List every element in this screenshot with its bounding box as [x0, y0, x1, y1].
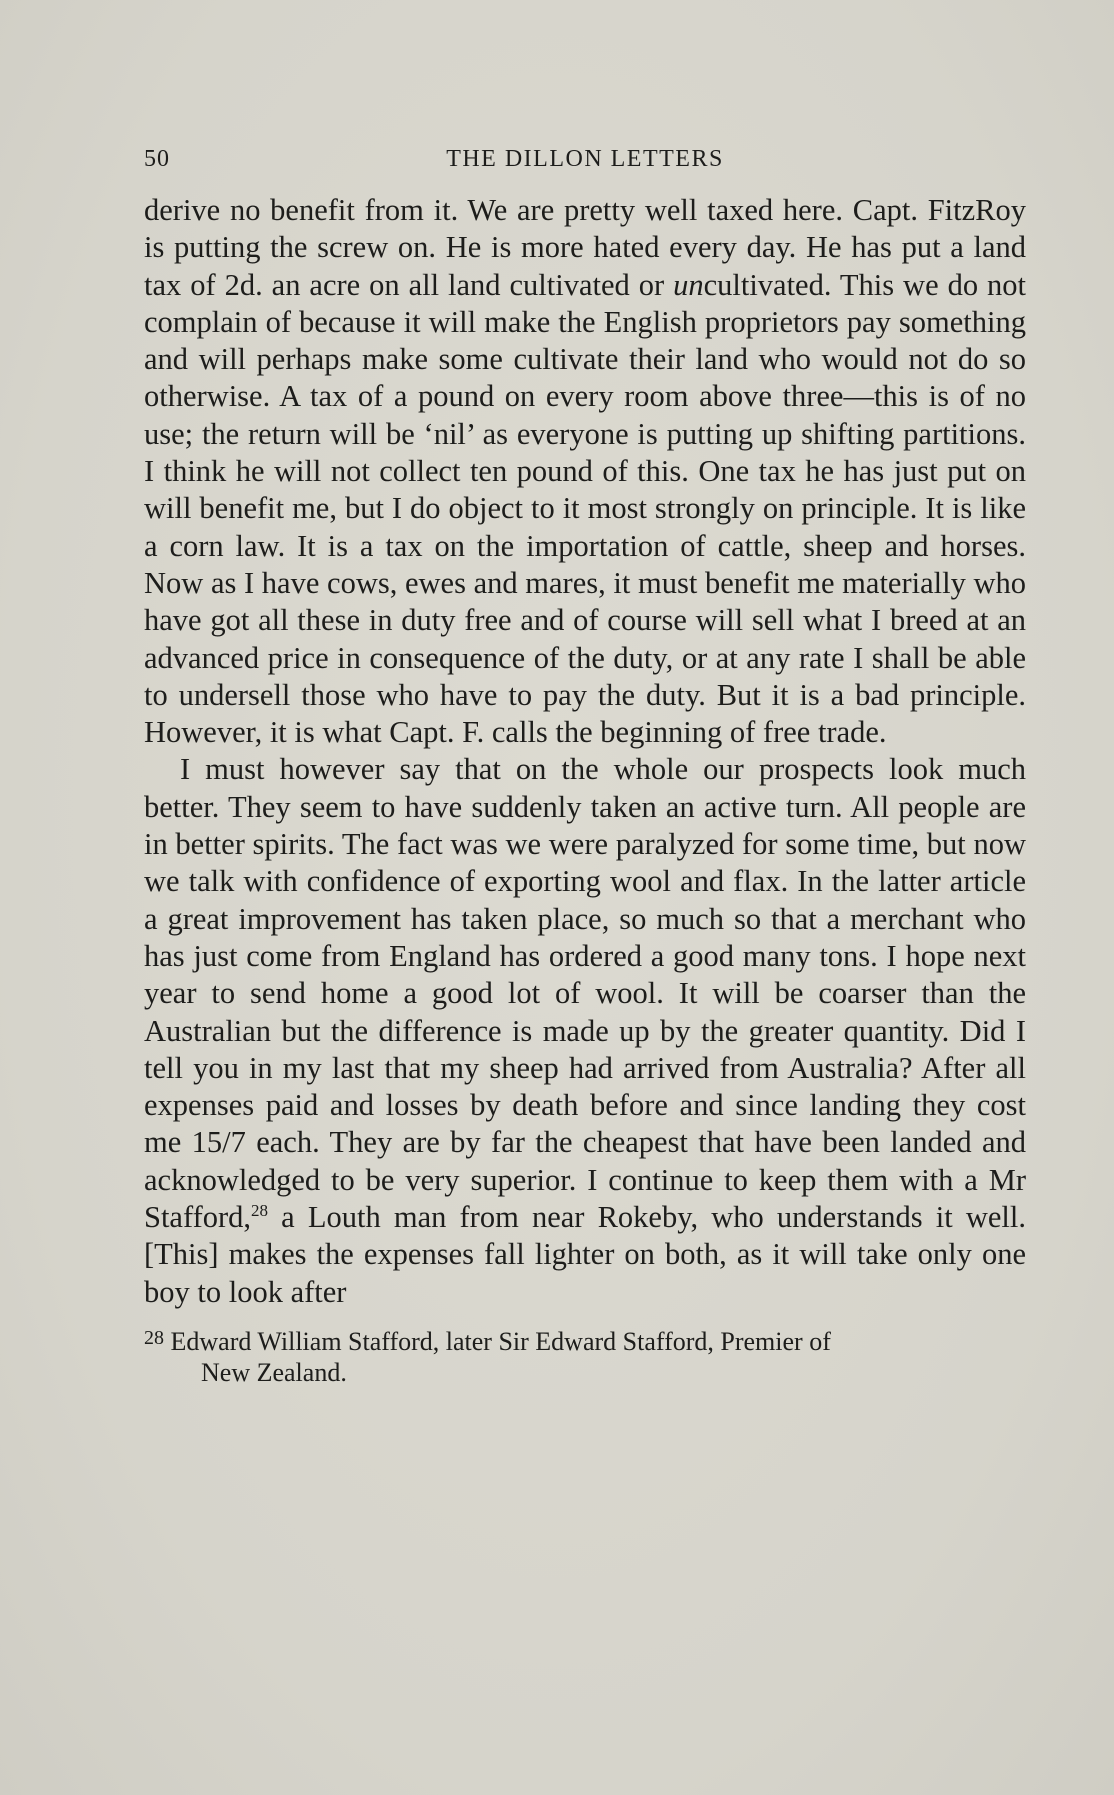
- paragraph-2-text-end: a Louth man from near Rokeby, who understands it well. [This] makes the expenses fall lighter on both, as it will take only one boy to look after: [144, 1200, 1026, 1309]
- italic-emphasis: un: [673, 267, 704, 302]
- footnote-reference[interactable]: 28: [251, 1200, 269, 1220]
- footnote-number: 28: [144, 1326, 164, 1349]
- running-title: THE DILLON LETTERS: [446, 146, 724, 172]
- paragraph-1-text: derive no benefit from it. We are pretty well taxed here. Capt. FitzRoy is putting the screw on. He is more hated every day. He has put a land tax of 2d. an acre on all land cultivated or: [144, 193, 1026, 302]
- paragraph-2: [144, 751, 1026, 1310]
- paragraph-1-text-end: cultivated. This we do not complain of because it will make the English proprietors pay something and will perhaps make some cultivate their land who would not do so otherwise. A tax of a pound on every room above three—this is of no use; the return will be ‘nil’ as everyone is putting up shifting partitions. I think he will not collect ten pound of this. One tax he has just put on will benefit me, but I do object to it most strongly on principle. It is like a corn law. It is a tax on the importation of cattle, sheep and horses. Now as I have cows, ewes and mares, it must benefit me materially who have got all these in duty free and of course will sell what I breed at an advanced price in consequence of the duty, or at any rate I shall be able to undersell those who have to pay the duty. But it is a bad principle. However, it is what Capt. F. calls the beginning of free trade.: [144, 267, 1026, 750]
- paragraph-1: [144, 192, 1026, 751]
- page: [144, 146, 1026, 1388]
- page-number: 50: [144, 146, 170, 172]
- paragraph-2-text: I must however say that on the whole our prospects look much better. They seem to have suddenly taken an active turn. All people are in better spirits. The fact was we were paralyzed for some time, but now we talk with confidence of exporting wool and flax. In the latter article a great improvement has taken place, so much so that a merchant who has just come from England has ordered a good many tons. I hope next year to send home a good lot of wool. It will be coarser than the Australian but the difference is made up by the greater quantity. Did I tell you in my last that my sheep had arrived from Australia? After all expenses paid and losses by death before and since landing they cost me 15/7 each. They are by far the cheapest that have been landed and acknowledged to be very superior. I continue to keep them with a Mr Stafford,: [144, 752, 1026, 1235]
- footnote-text: Edward William Stafford, later Sir Edward Stafford, Premier of: [164, 1326, 831, 1356]
- body-text: [144, 192, 1026, 1311]
- footnote-line-2: New Zealand.: [201, 1357, 347, 1387]
- running-head: [144, 146, 1026, 182]
- footnote-line-1: [144, 1323, 1026, 1357]
- footnote: [144, 1323, 1026, 1388]
